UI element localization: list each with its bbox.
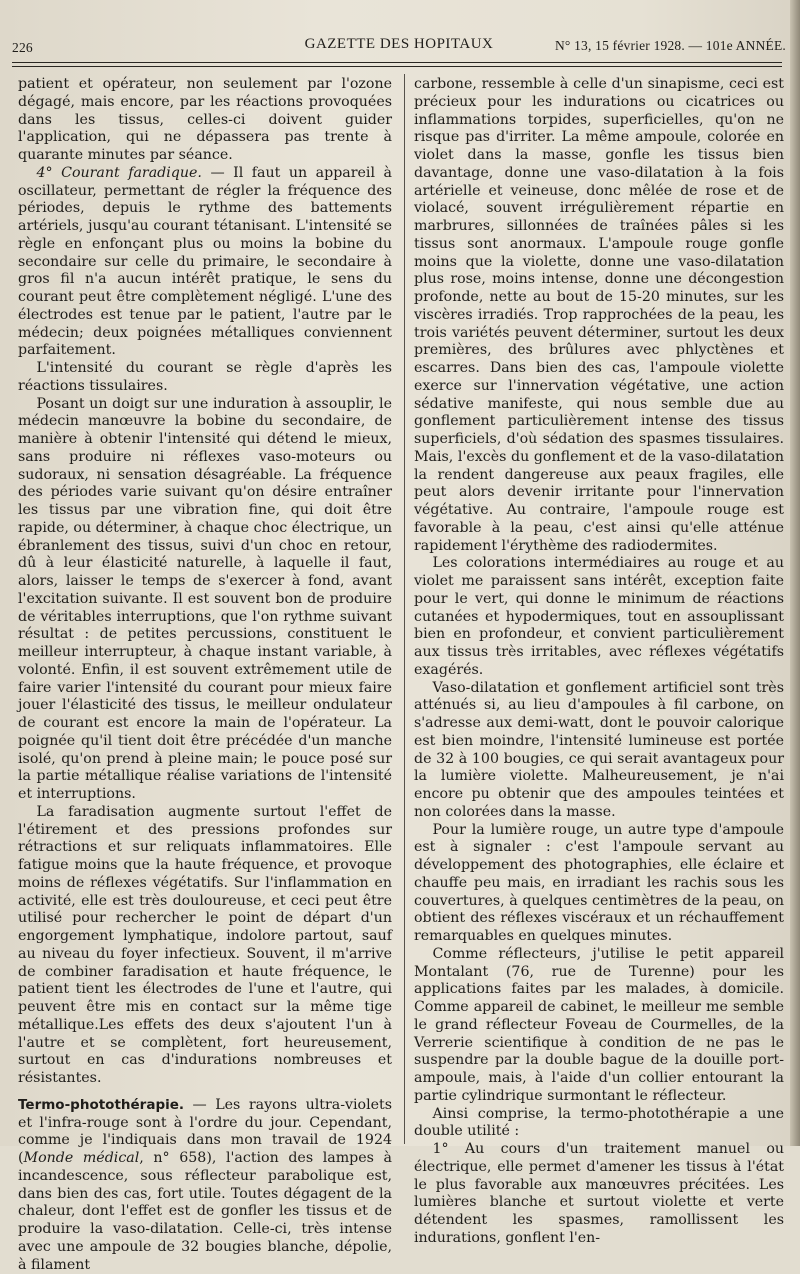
paragraph: Les colorations intermédiaires au rouge et au violet me paraissent sans intérêt, exception faite pour le vert, qui donne le minimum de réactions cutanées et hypodermiques, tout en assouplissant bien en profondeur, et convient particulièrement aux tissus très irritables, avec réflexes végétatifs exagérés.: [414, 555, 784, 678]
journal-title: GAZETTE DES HOPITAUX: [304, 36, 494, 52]
subsection-heading: 4° Courant faradique.: [36, 164, 202, 181]
paragraph-text: — Les rayons ultra-violets et l'infra-rouge sont à l'ordre du jour. Cependant, comme je l'indiquais dans mon travail de 1924 (: [18, 1096, 392, 1166]
section-heading: Termo-photothérapie.: [18, 1096, 185, 1113]
right-column: [414, 76, 784, 1246]
paragraph: La faradisation augmente surtout l'effet de l'étirement et des pressions profondes sur rétractions et sur reliquats inflammatoires. Elle fatigue moins que la haute fréquence, et provoque moins de réflexes végétatifs. Sur l'inflammation en activité, elle est très douloureuse, et ceci peut être utilisé pour rechercher le point de départ d'un engorgement lymphatique, indolore partout, sauf au niveau du foyer infectieux. Souvent, il m'arrive de combiner faradisation et haute fréquence, le patient tient les électrodes de l'une et l'autre, qui peuvent être mis en contact sur la même tige métallique.Les effets des deux s'ajoutent l'un à l'autre et se complètent, fort heureusement, surtout en cas d'indurations nombreuses et résistantes.: [18, 803, 392, 1086]
page-header: [12, 36, 786, 58]
paragraph: 1° Au cours d'un traitement manuel ou électrique, elle permet d'amener les tissus à l'état le plus favorable aux manœuvres précitées. Les lumières blanche et surtout violette et verte détendent les spasmes, ramollissent les indurations, gonflent l'en-: [414, 1141, 784, 1246]
paragraph: Comme réflecteurs, j'utilise le petit appareil Montalant (76, rue de Turenne) pour les applications faites par les malades, à domicile. Comme appareil de cabinet, le meilleur me semble le grand réflecteur Foveau de Courmelles, de la Verrerie scientifique à condition de ne pas le suspendre par la double bague de la douille port-ampoule, mais, à l'aide d'un collier entourant la partie cylindrique surmontant le réflecteur.: [414, 945, 784, 1104]
issue-info: N° 13, 15 février 1928. — 101e ANNÉE.: [554, 38, 786, 53]
paragraph-text: , n° 658), l'action des lampes à incandescence, sous réflecteur parabolique est, dans bien des cas, fort utile. Toutes dégagent de la chaleur, dont l'effet est de gonfler les tissus et de produire la vaso-dilatation. Celle-ci, très intense avec une ampoule de 32 bougies blanche, dépolie, à filament: [18, 1150, 393, 1273]
paragraph: Pour la lumière rouge, un autre type d'ampoule est à signaler : c'est l'ampoule servant au développement des photographies, elle éclaire et chauffe peu mais, en irradiant les rachis sous les couvertures, à quelques centimètres de la peau, on obtient des réflexes viscéraux et un réchauffement remarquables en quelques minutes.: [414, 821, 784, 944]
paragraph-text: — Il faut un appareil à oscillateur, permettant de régler la fréquence des périodes, depuis le rythme des battements artériels, jusqu'au courant tétanisant. L'intensité se règle en enfonçant plus ou moins la bobine du secondaire sur celle du primaire, le secondaire à gros fil n'a aucun intérêt pratique, le sens du courant peut être complètement négligé. L'une des électrodes est tenue par le patient, l'autre par le médecin; deux poignées métalliques conviennent parfaitement.: [18, 164, 392, 359]
column-divider: [404, 74, 405, 1144]
paragraph: Vaso-dilatation et gonflement artificiel sont très atténués si, au lieu d'ampoules à fil carbone, on s'adresse aux demi-watt, dont le pouvoir calorique est bien moindre, l'intensité lumineuse est portée de 32 à 100 bougies, ce qui serait avantageux pour la lumière violette. Malheureusement, je n'ai encore pu obtenir que des ampoules teintées et non colorées dans la masse.: [414, 679, 784, 820]
paragraph: carbone, ressemble à celle d'un sinapisme, ceci est précieux pour les indurations ou cicatrices ou inflammations torpides, superficielles, qu'on ne risque pas d'irriter. La même ampoule, colorée en violet dans la masse, gonfle les tissus bien davantage, donne une vaso-dilatation à la fois artérielle et veineuse, donc mêlée de rose et de violacé, souvent irrégulièrement répartie en marbrures, sillonnées de traînées pâles si les tissus sont anormaux. L'ampoule rouge gonfle moins que la violette, donne une vaso-dilatation plus rose, moins intense, donne une décongestion profonde, nette au bout de 15-20 minutes, sur les viscères irradiés. Trop rapprochées de la peau, les trois variétés peuvent déterminer, surtout les deux premières, des brûlures avec phlyctènes et escarres. Dans bien des cas, l'ampoule violette exerce sur l'innervation végétative, une action sédative manifeste, qui nous semble due au gonflement particulièrement intense des tissus superficiels, d'où sédation des spasmes tissulaires. Mais, l'excès du gonflement et de la vaso-dilatation la rendent dangereuse aux peaux fragiles, elle peut alors devenir irritante pour l'innervation végétative. Au contraire, l'ampoule rouge est favorable à la peau, c'est ainsi qu'elle atténue rapidement l'érythème des radiodermites.: [414, 76, 784, 554]
header-rule-thick: [12, 62, 782, 63]
left-column: [18, 76, 393, 1273]
paragraph: Posant un doigt sur une induration à assouplir, le médecin manœuvre la bobine du secondaire, de manière à obtenir l'intensité qui détend le mieux, sans produire ni réflexes vaso-moteurs ou sudoraux, ni sensation désagréable. La fréquence des périodes varie suivant qu'on désire entraîner les tissus par une vibration fine, qui doit être rapide, ou déterminer, à chaque choc électrique, un ébranlement des tissus, suivi d'un choc en retour, dû à leur élasticité naturelle, à laquelle il faut, alors, laisser le temps de s'exercer à fond, avant l'excitation suivante. Il est souvent bon de produire de véritables interruptions, que l'on rythme suivant résultat : de petites percussions, constituent le meilleur interrupteur, à chaque instant variable, à volonté. Enfin, il est souvent extrêmement utile de faire varier l'intensité du courant pour mieux faire jouer l'élasticité des tissus, le meilleur ondulateur de courant est encore la main de l'opérateur. La poignée qu'il tient doit être précédée d'un manche isolé, qu'on prend à pleine main; le pouce posé sur la partie métallique réalise variations de l'intensité et interruptions.: [18, 395, 392, 802]
paragraph: L'intensité du courant se règle d'après les réactions tissulaires.: [18, 360, 392, 394]
paragraph: Ainsi comprise, la termo-photothérapie a une double utilité :: [414, 1105, 784, 1140]
paragraph-thermo: [18, 1097, 392, 1274]
header-rule-thin: [12, 66, 782, 67]
page-number: 226: [12, 40, 33, 55]
page-edge-shadow: [790, 0, 800, 1146]
citation: Monde médical: [23, 1150, 140, 1166]
paragraph: patient et opérateur, non seulement par l'ozone dégagé, mais encore, par les réactions provoquées dans les tissus, celles-ci doivent guider l'application, qui ne dépassera pas trente à quarante minutes par séance.: [18, 76, 392, 163]
paragraph-faradic: [18, 165, 392, 360]
